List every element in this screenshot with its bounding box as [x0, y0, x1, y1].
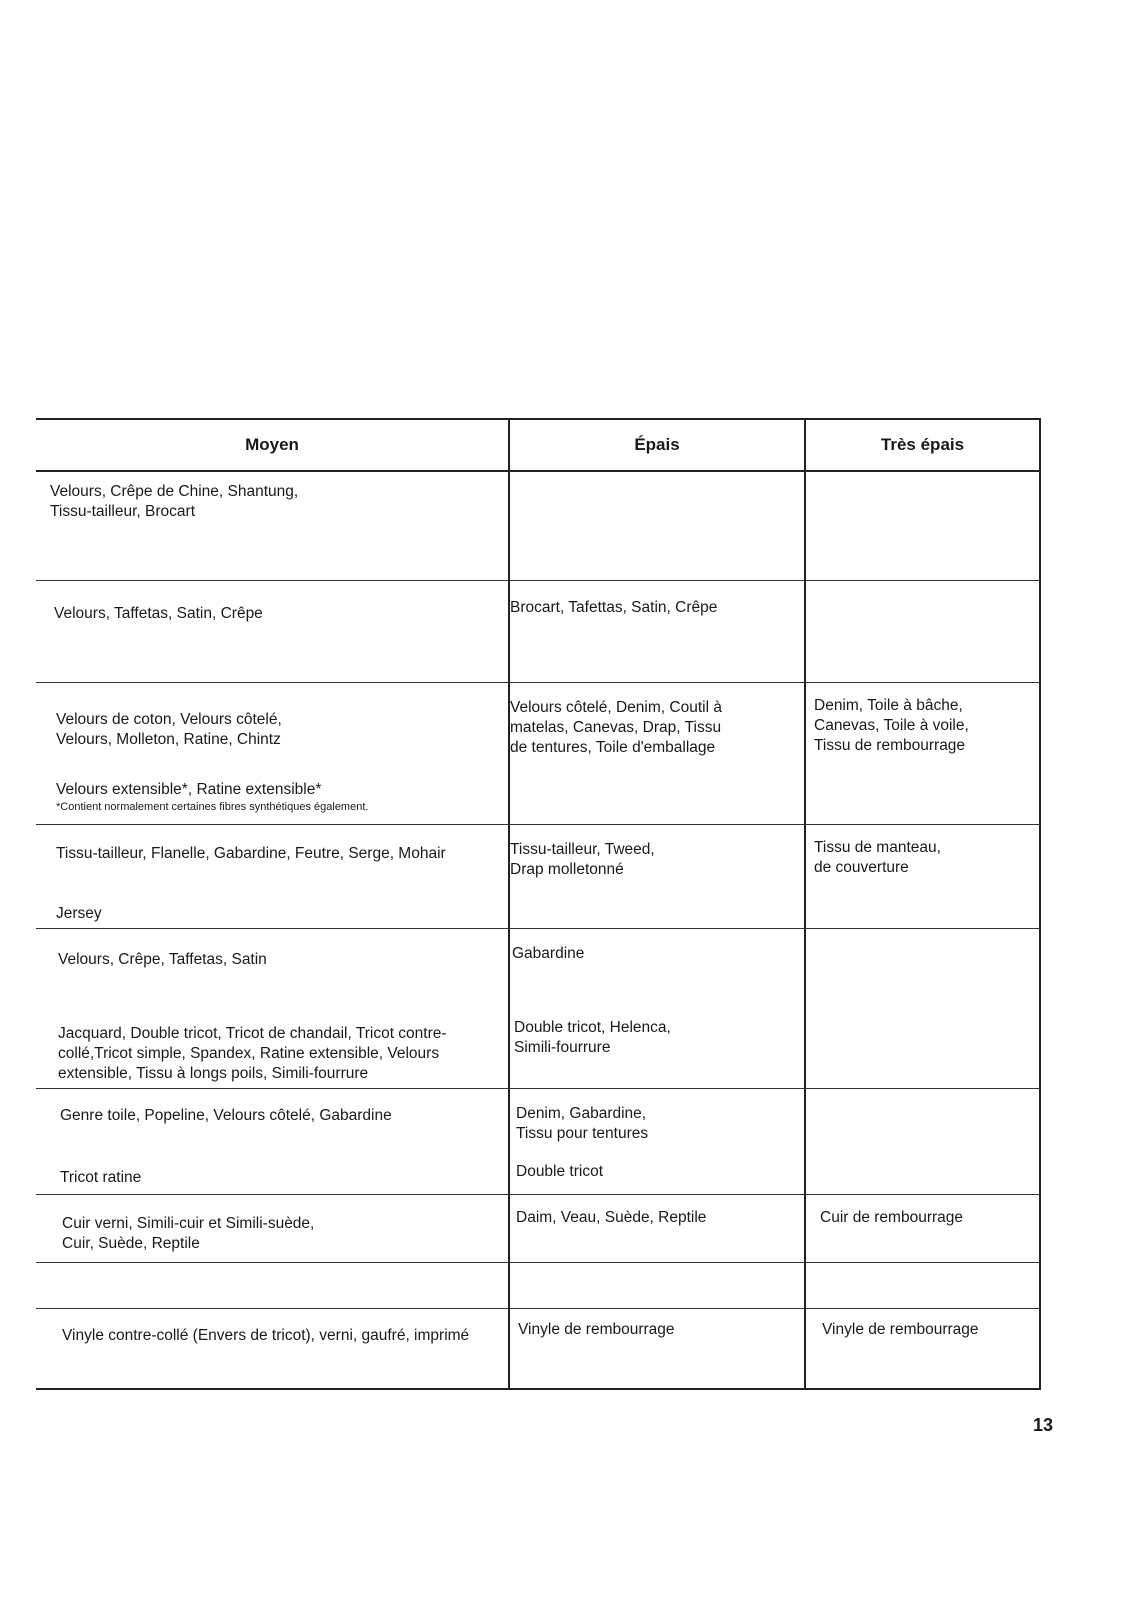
row-divider — [36, 1088, 1041, 1089]
column-header-tres-epais: Très épais — [880, 435, 965, 454]
row-divider — [36, 1308, 1041, 1309]
cell-epais: Brocart, Tafettas, Satin, Crêpe — [510, 599, 718, 616]
cell-epais: Denim, Gabardine, Tissu pour tentures — [516, 1105, 649, 1142]
cell-moyen: Tricot ratine — [60, 1169, 142, 1186]
cell-moyen: Jacquard, Double tricot, Tricot de chandail, Tricot contre- collé,Tricot simple, Spandex, Ratine extensible, Velours extensible, Tissu à longs poils, Simili-fourrure — [58, 1025, 447, 1082]
fabric-table — [36, 418, 1041, 1390]
cell-epais: Velours côtelé, Denim, Coutil à matelas, Canevas, Drap, Tissu de tentures, Toile d'emballage — [510, 699, 722, 756]
cell-epais: Daim, Veau, Suède, Reptile — [516, 1209, 707, 1226]
row-divider — [36, 580, 1041, 581]
row-divider — [36, 682, 1041, 683]
cell-moyen: Velours, Crêpe, Taffetas, Satin — [58, 951, 267, 968]
cell-tres-epais: Tissu de manteau, de couverture — [814, 839, 941, 876]
column-divider — [508, 420, 510, 1388]
cell-epais: Double tricot — [516, 1163, 604, 1180]
cell-epais: Vinyle de rembourrage — [518, 1321, 675, 1338]
cell-epais: Double tricot, Helenca, Simili-fourrure — [514, 1019, 671, 1056]
row-divider — [36, 1194, 1041, 1195]
cell-tres-epais: Cuir de rembourrage — [820, 1209, 964, 1226]
cell-moyen: Velours de coton, Velours côtelé, Velours, Molleton, Ratine, Chintz — [56, 711, 282, 748]
row-divider — [36, 1262, 1041, 1263]
header-separator — [36, 470, 1041, 472]
cell-tres-epais: Denim, Toile à bâche, Canevas, Toile à voile, Tissu de rembourrage — [814, 697, 969, 754]
cell-moyen: Genre toile, Popeline, Velours côtelé, Gabardine — [60, 1107, 392, 1124]
cell-moyen: Cuir verni, Simili-cuir et Simili-suède, Cuir, Suède, Reptile — [62, 1215, 315, 1252]
cell-moyen: Velours, Crêpe de Chine, Shantung, Tissu-tailleur, Brocart — [50, 483, 299, 520]
table-right-border — [1039, 420, 1041, 1388]
row-divider — [36, 928, 1041, 929]
cell-epais: Tissu-tailleur, Tweed, Drap molletonné — [510, 841, 655, 878]
cell-moyen: Vinyle contre-collé (Envers de tricot), verni, gaufré, imprimé — [62, 1327, 470, 1344]
cell-epais: Gabardine — [512, 945, 585, 962]
cell-moyen: Velours extensible*, Ratine extensible* *Contient normalement certaines fibres synthétiques également. — [56, 781, 369, 813]
column-header-moyen: Moyen — [245, 435, 299, 454]
cell-moyen: Jersey — [56, 905, 102, 922]
page-number: 13 — [1032, 1415, 1053, 1435]
cell-moyen: Tissu-tailleur, Flanelle, Gabardine, Feutre, Serge, Mohair — [56, 845, 446, 862]
column-divider — [804, 420, 806, 1388]
cell-tres-epais: Vinyle de rembourrage — [822, 1321, 979, 1338]
column-header-epais: Épais — [634, 435, 680, 454]
footnote: *Contient normalement certaines fibres synthétiques également. — [56, 801, 369, 813]
cell-moyen: Velours, Taffetas, Satin, Crêpe — [54, 605, 263, 622]
row-divider — [36, 824, 1041, 825]
